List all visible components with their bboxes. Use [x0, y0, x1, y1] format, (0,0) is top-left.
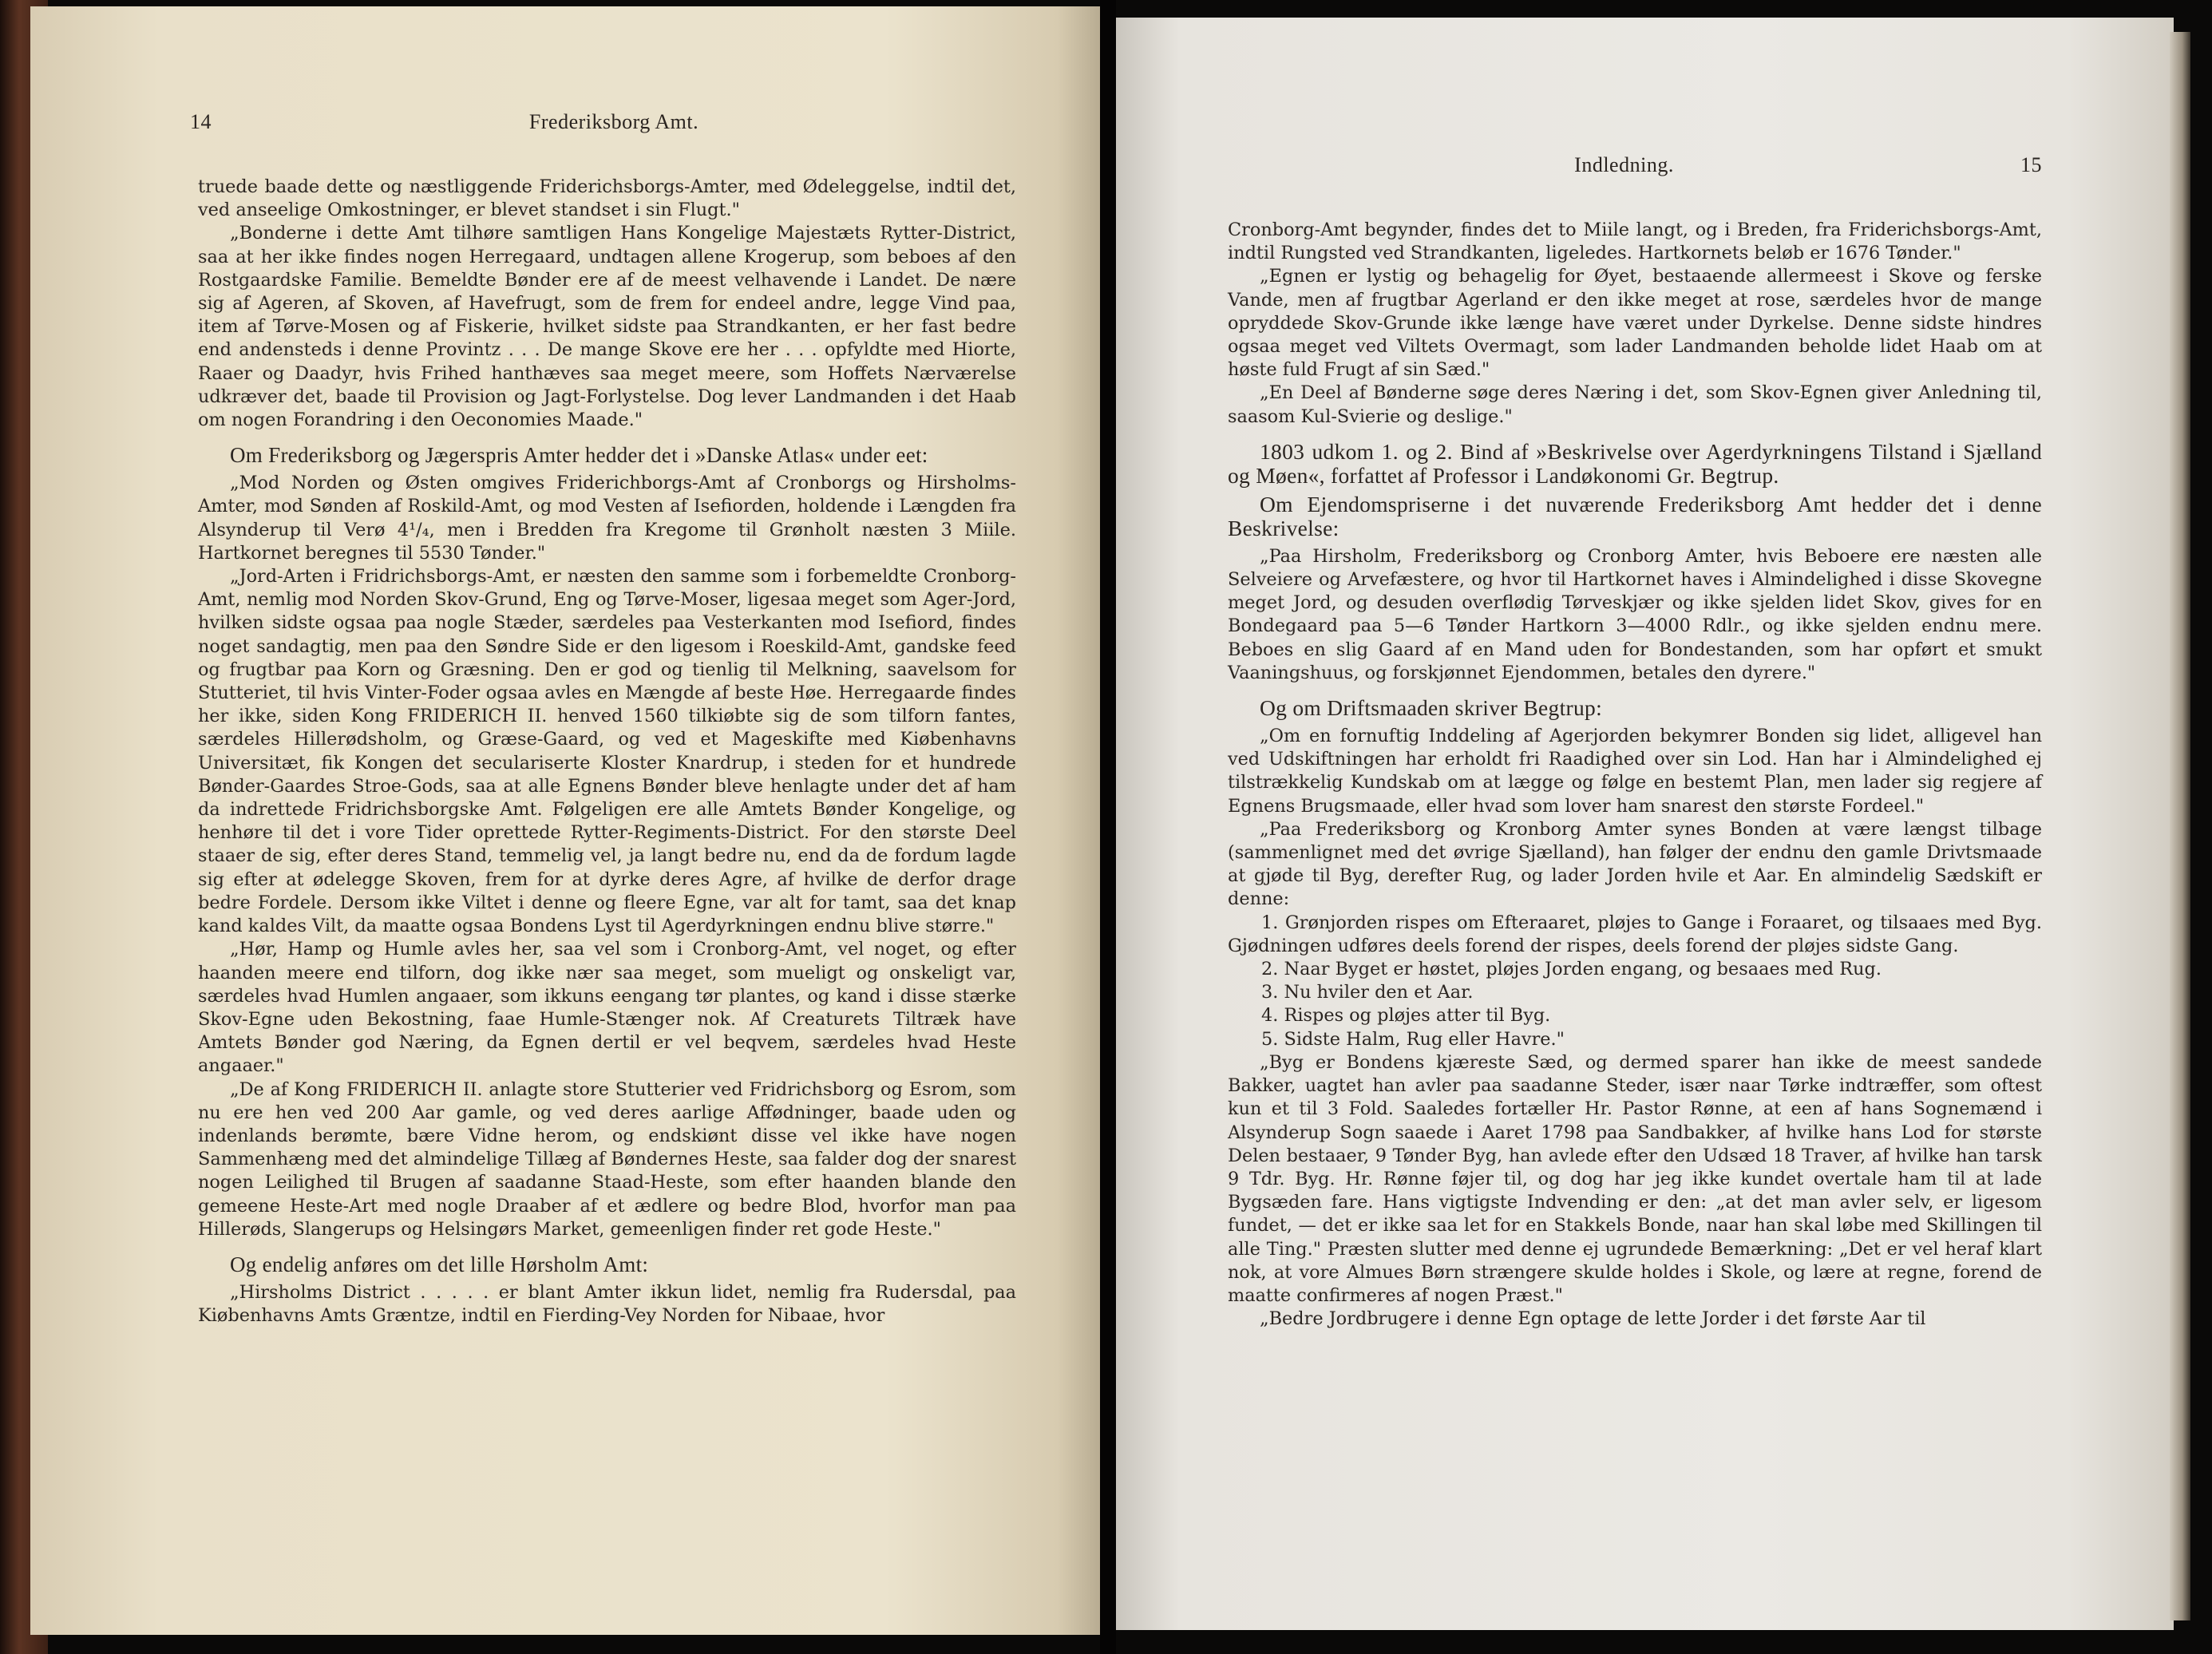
paragraph: „Paa Frederiksborg og Kronborg Amter synes Bonden at være længst tilbage (sammenlignet med det øvrige Sjælland), han følger der endnu den gamle Drivtsmaade at gjøde til Byg, derefter Rug, og lader Jorden hvile et Aar. En almindelig Sædskift er denne:	[1228, 818, 2042, 910]
paragraph: „Hirsholms District . . . . . er blant Amter ikkun lidet, nemlig fra Rudersdal, paa Kiøbenhavns Amts Græntze, indtil en Fierding-Vey Norden for Nibaae, hvor	[198, 1281, 1016, 1327]
running-title: Indledning.	[1574, 153, 1674, 176]
paragraph: „De af Kong FRIDERICH II. anlagte store Stutterier ved Fridrichsborg og Esrom, som nu ere hen ved 200 Aar gamle, og ved deres aarlige Affødninger, baade uden og indenlands berømte, bære Vidne herom, og endskiønt disse vel ikke have nogen Sammenhæng med det almindelige Tillæg af Bøndernes Heste, saa falder dog der snarest nogen Leilighed til Brugen af saadanne Staad-Heste, som efter haanden blande den gemeene Heste-Art med nogle Draaber af et ædlere og bedre Blod, hvorfor man paa Hillerøds, Slangerups og Helsingørs Market, gemeenligen finder ret gode Heste."	[198, 1078, 1016, 1240]
list-item: 5. Sidste Halm, Rug eller Havre."	[1261, 1028, 1565, 1050]
left-page	[30, 6, 1100, 1635]
paragraph: „Om en fornuftig Inddeling af Agerjorden bekymrer Bonden sig lidet, alligevel han ved Udskiftningen har erholdt fri Raadighed over sin Lod. Han har i Almindelighed ej tilstrækkelig Kundskab om at lægge og følge en bestemt Plan, men lader sig regjere af Egnens Brugsmaade, eller hvad som lover ham snarest den største Fordeel."	[1228, 726, 2042, 817]
paragraph: 1803 udkom 1. og 2. Bind af »Beskrivelse over Agerdyrkningens Tilstand i Sjælland og Møen«, forfattet af Professor i Landøkonomi Gr. Begtrup.	[1228, 438, 2042, 488]
paragraph: truede baade dette og næstliggende Friderichsborgs-Amter, med Ødeleggelse, indtil det, ved anseelige Omkostninger, er blevet standset i sin Flugt."	[198, 176, 1016, 221]
running-head	[1228, 153, 2042, 177]
running-title: Frederiksborg Amt.	[528, 110, 699, 133]
running-head	[190, 110, 1016, 134]
gutter	[1100, 0, 1116, 1654]
list-item: 4. Rispes og pløjes atter til Byg.	[1261, 1005, 1551, 1027]
paragraph: Om Frederiksborg og Jægerspris Amter hedder det i »Danske Atlas« under eet:	[230, 443, 928, 468]
list-item: 2. Naar Byget er høstet, pløjes Jorden engang, og besaaes med Rug.	[1261, 959, 1882, 980]
paragraph: „Bedre Jordbrugere i denne Egn optage de lette Jorder i det første Aar til	[1260, 1308, 1926, 1330]
right-page	[1116, 18, 2174, 1630]
paragraph: „Hør, Hamp og Humle avles her, saa vel som i Cronborg-Amt, vel noget, og efter haanden meere end tilforn, dog ikke nær saa meget, som mueligt og onskeligt var, særdeles hvad Humlen angaaer, som ikkuns eengang tør plantes, og kand i disse stærke Skov-Egne uden Bekostning, faae Humle-Stænger nok. Af Creaturets Tiltræk have Amtets Bønder god Næring, da Egnen dertil er vel beqvem, særdeles hvad Heste angaaer."	[198, 939, 1016, 1077]
page-number: 15	[2020, 153, 2042, 176]
paragraph: Og endelig anføres om det lille Hørsholm Amt:	[230, 1252, 649, 1276]
paragraph: „Paa Hirsholm, Frederiksborg og Cronborg Amter, hvis Beboere ere næsten alle Selveiere og Arvefæstere, og hvor til Hartkornet haves i Almindelighed i disse Skovegne meget Jord, og desuden overflødig Tørveskjær og ikke sjelden lidet Skov, gives for en Bondegaard paa 5—6 Tønder Hartkorn 3—4000 Rdlr., og ikke sjelden endnu mere. Beboes en slig Gaard af en Mand uden for Bondestanden, som har opført et smukt Vaaningshuus, og forskjønnet Ejendommen, betales den dyrere."	[1228, 545, 2042, 683]
paragraph: „Egnen er lystig og behagelig for Øyet, bestaaende allermeest i Skove og ferske Vande, men af frugtbar Agerland er den ikke meget at rose, særdeles hvor de mange opryddede Skov-Grunde ikke længe have været under Dyrkelse. Denne sidste hindres ogsaa meget ved Viltets Overmagt, som lader Landmanden beholde lidet Haab om at høste fuld Frugt af sin Sæd."	[1228, 266, 2042, 381]
page-number: 14	[190, 110, 212, 133]
list-item: 1. Grønjorden rispes om Efteraaret, pløjes to Gange i Foraaret, og tilsaaes med Byg. Gjødningen udføres deels forend der rispes, deels forend der pløjes sidste Gang.	[1228, 912, 2042, 956]
paragraph: „Mod Norden og Østen omgives Friderichborgs-Amt af Cronborgs og Hirsholms-Amter, mod Sønden af Roskild-Amt, og mod Vesten af Isefiorden, holdende i Længden fra Alsynderup til Verø 4¹/₄, men i Bredden fra Kregome til Grønholt næsten 3 Miile. Hartkornet beregnes til 5530 Tønder."	[198, 473, 1016, 564]
paragraph: „En Deel af Bønderne søge deres Næring i det, som Skov-Egnen giver Anledning til, saasom Kul-Svierie og deslige."	[1228, 382, 2042, 427]
paragraph: Og om Driftsmaaden skriver Begtrup:	[1260, 695, 1603, 721]
paragraph: „Jord-Arten i Fridrichsborgs-Amt, er næsten den samme som i forbemeldte Cronborg-Amt, nemlig mod Norden Skov-Grund, Eng og Tørve-Moser, ligesaa meget som Ager-Jord, hvilken sidste ogsaa paa nogle Stæder, særdeles paa Vesterkanten mod Isefiord, findes noget sandagtig, men paa den Søndre Side er den ligesom i Roeskild-Amt, gandske feed og frugtbar paa Korn og Græsning. Den er god og tienlig til Melkning, saavelsom for Stutteriet, til hvis Vinter-Foder ogsaa avles en Mængde af beste Høe. Herregaarde findes her ikke, siden Kong FRIDERICH II. henved 1560 tilkiøbte sig de som tilforn fantes, særdeles Hillerødsholm, og Græse-Gaard, og ved et Mageskifte med Kiøbenhavns Universitæt, fik Kongen det seculariserte Kloster Knardrup, i steden for et hundrede Bønder-Gaardes Stroe-Gods, saa at alle Egnens Bønder bleve henlagte under det af ham da indrettede Fridrichsborgske Amt. Følgeligen ere alle Amtets Bønder Kongelige, og henhøre til det i vore Tider oprettede Rytter-Regiments-District. For den største Deel staaer de sig, efter deres Stand, temmelig vel, ja langt bedre nu, end da de fordum lagde sig efter at ødelegge Skoven, frem for at dyrke deres Agre, af hvilke de derfor drage bedre Fordele. Dersom ikke Viltet i denne og fleere Egne, var alt for tamt, saa det knap kand kaldes Vilt, da maatte ogsaa Bondens Lyst til Agerdyrkningen endnu blive større."	[198, 566, 1016, 937]
paragraph: „Byg er Bondens kjæreste Sæd, og dermed sparer han ikke de meest sandede Bakker, uagtet han avler paa saadanne Steder, især naar Tørke indtræffer, som oftest kun et til 3 Fold. Saaledes fortæller Hr. Pastor Rønne, at een af hans Sognemænd i Alsynderup Sogn saaede i Aaret 1798 paa Sandbakker, af hvilke hans Lod for største Delen bestaaer, 9 Tønder Byg, han avlede efter den Udsæd 18 Traver, af hvilke han tarsk 9 Tdr. Byg. Hr. Rønne føjer til, og dog har jeg ikke kundet overtale ham til at lade Bygsæden fare. Hans vigtigste Indvending er den: „at det man avler selv, er ligesom fundet, — det er ikke saa let for en Stakkels Bonde, naar han skal løbe med Skillingen til alle Ting." Præsten slutter med denne ej ugrundede Bemærkning: „Det er vel heraf klart nok, at vore Almues Børn strængere skulde holdes i Skole, og lære at regne, forend de maatte confirmeres af nogen Præst."	[1228, 1051, 2042, 1306]
list-item: 3. Nu hviler den et Aar.	[1261, 982, 1474, 1003]
paragraph: Om Ejendomspriserne i det nuværende Frederiksborg Amt hedder det i denne Beskrivelse:	[1228, 491, 2042, 540]
paragraph: Cronborg-Amt begynder, findes det to Miile langt, og i Breden, fra Friderichsborgs-Amt, indtil Rungsted ved Strandkanten, ligeledes. Hartkornets beløb er 1676 Tønder."	[1228, 220, 2042, 264]
page-edge	[2170, 32, 2190, 1620]
paragraph: „Bonderne i dette Amt tilhøre samtligen Hans Kongelige Majestæts Rytter-District, saa at her ikke findes nogen Herregaard, undtagen allene Krogerup, som beboes af den Rostgaardske Familie. Bemeldte Bønder ere af de meest velhavende i Landet. De nære sig af Ageren, af Skoven, af Havefrugt, som de frem for endeel andre, legge Vind paa, item af Tørve-Mosen og af Fiskerie, hvilket sidste paa Strandkanten, er her fast bedre end andensteds i denne Provintz . . . De mange Skove ere her . . . opfyldte med Hiorte, Raaer og Daadyr, hvis Frihed hanthæves saa meget meere, som Hoffets Nærværelse udkræver det, baade til Provision og Jagt-Forlystelse. Dog lever Landmanden i det Haab om nogen Forandring i den Oeconomies Maade."	[198, 223, 1016, 431]
